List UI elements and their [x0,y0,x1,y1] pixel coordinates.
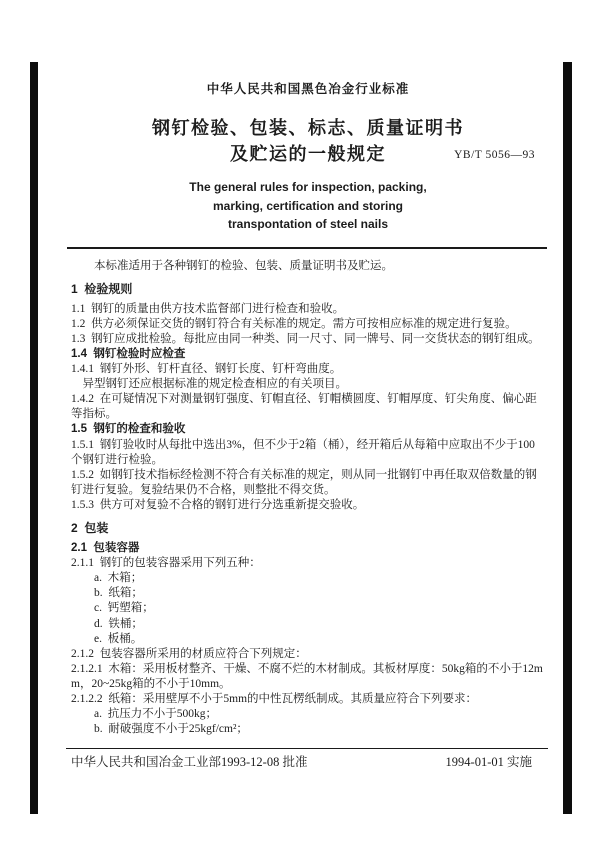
english-title [71,178,545,234]
paragraph: 1.4.1 钢钉外形、钉杆直径、钢钉长度、钉杆弯曲度。 [71,363,342,376]
implementation-label: 1994-01-01 实施 [445,755,532,769]
scan-border-right [563,62,572,814]
paragraph: 2.1.2.2 纸箱：采用壁厚不小于5mm的中性瓦楞纸制成。其质量应符合下列要求： [71,693,478,706]
approval-label: 中华人民共和国冶金工业部1993-12-08 批准 [71,755,308,769]
footer-row [66,754,548,771]
document-content [71,82,545,737]
header-rule [67,247,547,249]
paragraph: 1.3 钢钉应成批检验。每批应由同一种类、同一尺寸、同一牌号、同一交货状态的钢钉组成。 [71,332,540,345]
title-block [71,115,545,167]
paragraph: b. 纸箱； [94,587,143,600]
paragraph: d. 铁桶； [94,617,143,630]
footer-rule [66,748,548,749]
paragraph: 1.5.2 如钢钉技术指标经检测不符合有关标准的规定，则从同一批钢钉中再任取双倍数量的钢钉进行复验。复验结果仍不合格，则整批不得交货。 [71,468,537,496]
paragraph: e. 板桶。 [94,632,143,645]
paragraph: c. 钙塑箱； [94,602,154,615]
paragraph: 2.1 包装容器 [71,542,140,555]
paragraph: 1.5.3 供方可对复验不合格的钢钉进行分选重新提交验收。 [71,498,365,511]
document-body [71,259,545,738]
paragraph: 2.1.2 包装容器所采用的材质应符合下列规定： [71,647,307,660]
paragraph: 2.1.2.1 木箱：采用板材整齐、干燥、不腐不烂的木材制成。其板材厚度：50kg箱的不小于12mm，20~25kg箱的不小于10mm。 [71,662,543,690]
paragraph: 异型钢钉还应根据标准的规定检查相应的有关项目。 [82,378,347,391]
document-footer [66,748,548,771]
standard-number: YB/T 5056—93 [454,149,535,161]
paragraph: b. 耐破强度不小于25kgf/cm²； [94,723,248,736]
paragraph: 1.4 钢钉检验时应检查 [71,347,186,360]
paragraph: 1 检验规则 [71,281,133,296]
paragraph: 本标准适用于各种钢钉的检验、包装、质量证明书及贮运。 [94,259,393,272]
scan-border-left [30,62,38,814]
english-title-line3: transpontation of steel nails [227,217,389,231]
document-title-line1: 钢钉检验、包装、标志、质量证明书 [152,118,464,138]
paragraph: a. 抗压力不小于500kg； [94,708,217,721]
paragraph: 1.5.1 钢钉验收时从每批中选出3%，但不少于2箱（桶），经开箱后从每箱中应取出不少于100个钢钉进行检验。 [71,438,535,466]
paragraph: 1.2 供方必须保证交货的钢钉符合有关标准的规定。需方可按相应标准的规定进行复验。 [71,317,517,330]
paragraph: 1.5 钢钉的检查和验收 [71,423,186,436]
english-title-line1: The general rules for inspection, packing, [189,180,427,194]
paragraph: 2.1.1 钢钉的包装容器采用下列五种： [71,557,261,570]
paragraph: 1.1 钢钉的质量由供方技术监督部门进行检查和验收。 [71,302,345,315]
paragraph: 1.4.2 在可疑情况下对测量钢钉强度、钉帽直径、钉帽横圆度、钉帽厚度、钉尖角度、偏心距等指标。 [71,393,537,421]
document-title-line2: 及贮运的一般规定 [230,144,386,164]
paragraph: a. 木箱； [94,572,143,585]
english-title-line2: marking, certification and storing [212,198,404,213]
paragraph: 2 包装 [71,521,109,535]
standard-class-label: 中华人民共和国黑色冶金行业标准 [206,82,410,96]
